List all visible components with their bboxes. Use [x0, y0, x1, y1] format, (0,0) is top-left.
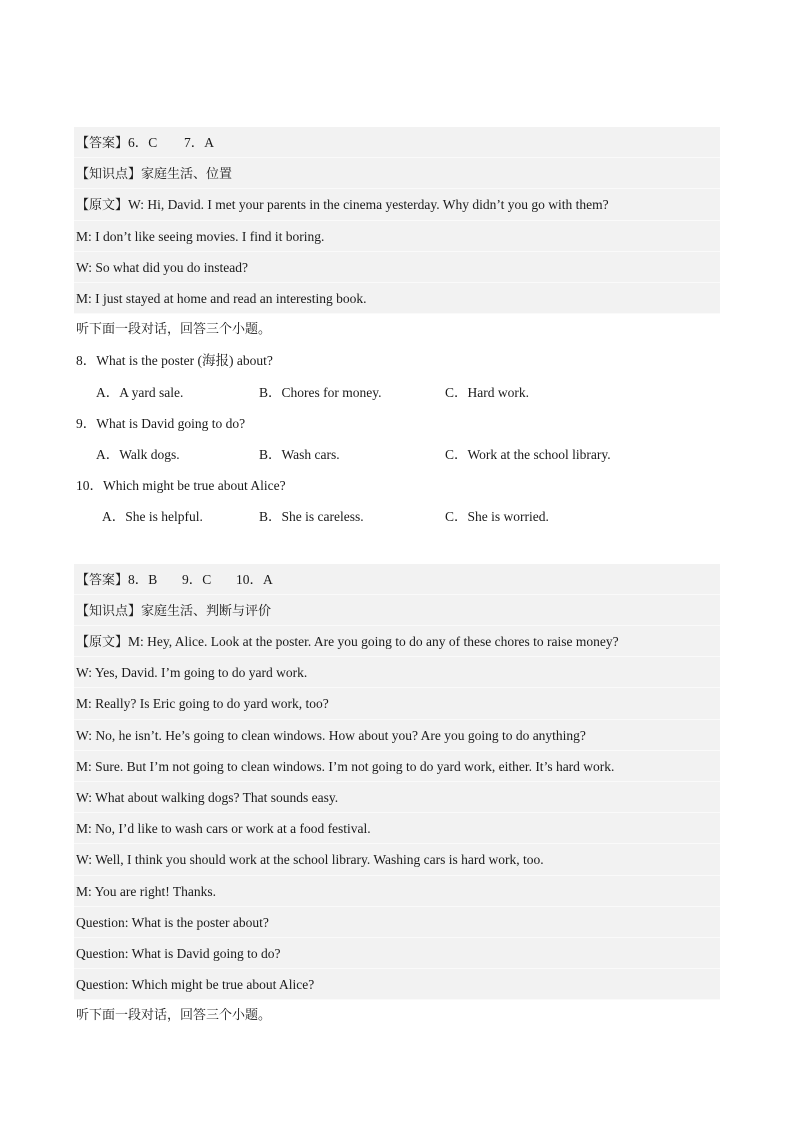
answer-item: 9．C — [182, 571, 212, 587]
question-options — [74, 377, 720, 408]
instruction: 听下面一段对话，回答三个小题。 — [76, 1008, 272, 1024]
question-stem: 8．What is the poster (海报) about? — [76, 353, 273, 369]
answer-line-2 — [74, 564, 720, 595]
transcript-line: M: I just stayed at home and read an interesting book. — [74, 283, 720, 314]
instruction: 听下面一段对话，回答三个小题。 — [76, 322, 272, 338]
transcript-line: W: So what did you do instead? — [74, 252, 720, 283]
knowledge-text: 家庭生活、位置 — [141, 167, 233, 183]
transcript-line — [74, 189, 720, 220]
knowledge-line-2 — [74, 595, 720, 626]
option-a: A．She is helpful. — [102, 509, 203, 525]
question-options — [74, 439, 720, 470]
knowledge-tag: 【知识点】 — [76, 167, 142, 183]
transcript-line: Question: Which might be true about Alice? — [74, 969, 720, 1000]
question-stem: 9．What is David going to do? — [76, 415, 246, 431]
question-options — [74, 501, 720, 532]
transcript-line: W: Yes, David. I’m going to do yard work. — [74, 657, 720, 688]
transcript-line: M: Sure. But I’m not going to clean windows. I’m not going to do yard work, either. It’s hard work. — [74, 751, 720, 782]
transcript-line: M: I don’t like seeing movies. I find it boring. — [74, 221, 720, 252]
knowledge-line-1 — [74, 158, 720, 189]
answer-item: 7．A — [184, 135, 215, 150]
answer-tag: 【答案】 — [76, 572, 129, 588]
document-page — [74, 127, 720, 1031]
transcript-line: W: What about walking dogs? That sounds easy. — [74, 782, 720, 813]
option-a: A．A yard sale. — [96, 384, 184, 400]
answer-line-1 — [74, 127, 720, 158]
transcript-line: W: Well, I think you should work at the school library. Washing cars is hard work, too. — [74, 844, 720, 875]
transcript-text: W: Hi, David. I met your parents in the cinema yesterday. Why didn’t you go with them? — [128, 197, 609, 213]
answer-tag: 【答案】 — [76, 136, 129, 151]
answer-item: 8．B — [128, 571, 158, 587]
question-stem: 10．Which might be true about Alice? — [76, 478, 286, 494]
transcript-line: M: No, I’d like to wash cars or work at a food festival. — [74, 813, 720, 844]
transcript-line: M: Really? Is Eric going to do yard work, too? — [74, 688, 720, 719]
answer-item: 10．A — [236, 571, 273, 587]
transcript-line: Question: What is David going to do? — [74, 938, 720, 969]
option-c: C．She is worried. — [445, 509, 549, 525]
transcript-line: M: You are right! Thanks. — [74, 876, 720, 907]
option-a: A．Walk dogs. — [96, 446, 180, 462]
transcript-line — [74, 626, 720, 657]
transcript-text: M: Hey, Alice. Look at the poster. Are you going to do any of these chores to raise money? — [128, 634, 619, 649]
option-b: B．She is careless. — [259, 509, 364, 525]
spacer — [74, 532, 720, 563]
option-b: B．Wash cars. — [259, 446, 340, 462]
knowledge-tag: 【知识点】 — [76, 603, 142, 619]
option-b: B．Chores for money. — [259, 384, 382, 400]
option-c: C．Hard work. — [445, 384, 529, 400]
answer-item: 6．C — [128, 135, 158, 150]
transcript-tag: 【原文】 — [76, 198, 129, 214]
knowledge-text: 家庭生活、判断与评价 — [141, 603, 272, 619]
transcript-line: Question: What is the poster about? — [74, 907, 720, 938]
transcript-line: W: No, he isn’t. He’s going to clean windows. How about you? Are you going to do anything? — [74, 720, 720, 751]
transcript-tag: 【原文】 — [76, 635, 129, 650]
option-c: C．Work at the school library. — [445, 446, 611, 462]
